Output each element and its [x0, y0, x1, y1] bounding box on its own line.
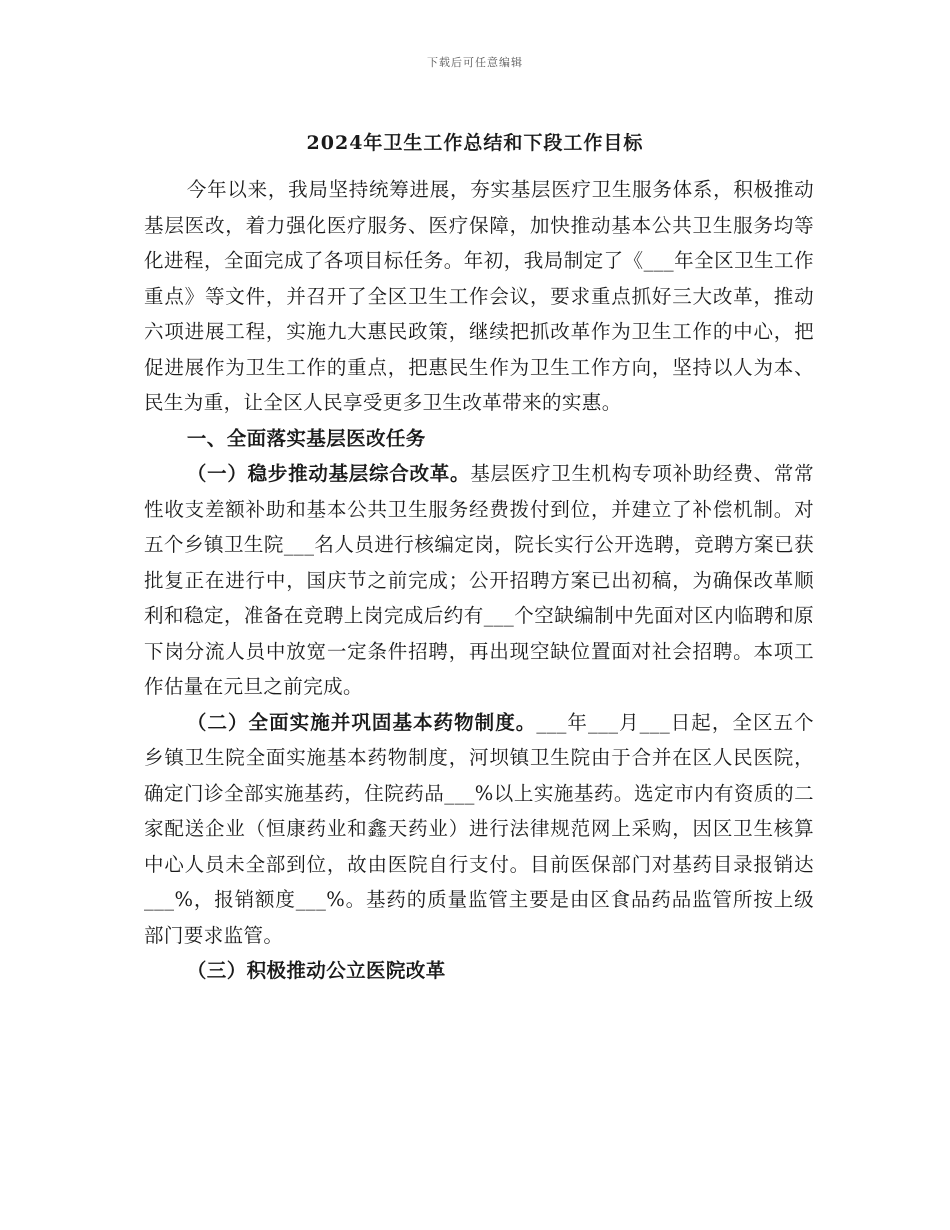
section-item-1-lead: （一）稳步推动基层综合改革。: [186, 462, 471, 485]
section-item-1: [144, 456, 814, 705]
section-item-1-text: 基层医疗卫生机构专项补助经费、常常性收支差额补助和基本公共卫生服务经费拨付到位，并建立了补偿机制。对五个乡镇卫生院___名人员进行核编定岗，院长实行公开选聘，竞聘方案已获批复正在进行中，国庆节之前完成；公开招聘方案已出初稿，为确保改革顺利和稳定，准备在竞聘上岗完成后约有___个空缺编制中先面对区内临聘和原下岗分流人员中放宽一定条件招聘，再出现空缺位置面对社会招聘。本项工作估量在元旦之前完成。: [144, 462, 814, 698]
intro-paragraph: 今年以来，我局坚持统筹进展，夯实基层医疗卫生服务体系，积极推动基层医改，着力强化医疗服务、医疗保障，加快推动基本公共卫生服务均等化进程，全面完成了各项目标任务。年初，我局制定了《___年全区卫生工作重点》等文件，并召开了全区卫生工作会议，要求重点抓好三大改革，推动六项进展工程，实施九大惠民政策，继续把抓改革作为卫生工作的中心，把促进展作为卫生工作的重点，把惠民生作为卫生工作方向，坚持以人为本、民生为重，让全区人民享受更多卫生改革带来的实惠。: [144, 178, 814, 414]
section-heading-1: 一、全面落实基层医改任务: [186, 426, 426, 450]
section-item-2-lead: （二）全面实施并巩固基本药物制度。: [186, 710, 537, 734]
section-item-2: [144, 705, 814, 954]
section-item-2-text: ___年___月___日起，全区五个乡镇卫生院全面实施基本药物制度，河坝镇卫生院由于合并在区人民医院，确定门诊全部实施基药，住院药品___%以上实施基药。选定市内有资质的二家配送企业（恒康药业和鑫天药业）进行法律规范网上采购，因区卫生核算中心人员未全部到位，故由医院自行支付。目前医保部门对基药目录报销达___%，报销额度___%。基药的质量监管主要是由区食品药品监管所按上级部门要求监管。: [144, 710, 814, 947]
document-body: [144, 172, 814, 989]
section-item-3-heading: （三）积极推动公立医院改革: [186, 959, 446, 982]
document-title: 2024年卫生工作总结和下段工作目标: [306, 132, 644, 154]
header-note: 下载后可任意编辑: [427, 56, 523, 69]
